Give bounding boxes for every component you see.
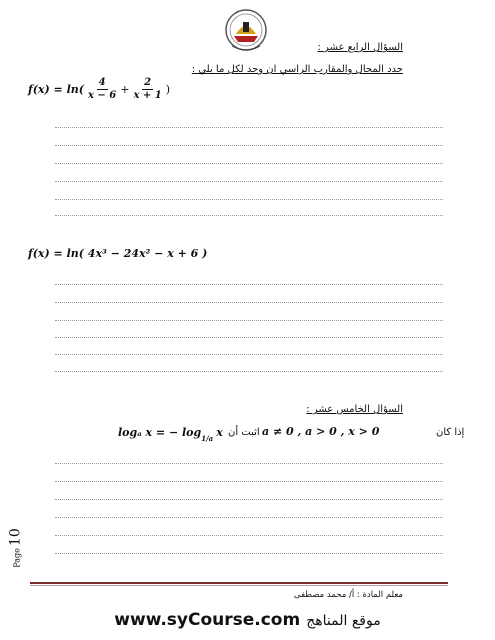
answer-line bbox=[55, 553, 443, 554]
if-label: إذا كان bbox=[436, 427, 465, 438]
question-15-title: السؤال الخامس عشر : bbox=[306, 404, 403, 415]
function-1-prefix: f(x) = ln( bbox=[28, 83, 84, 96]
teacher-name: معلم المادة : أ/ محمد مصطفى bbox=[293, 590, 403, 600]
log-base: 1/a bbox=[201, 434, 214, 443]
footer bbox=[0, 610, 495, 630]
answer-line bbox=[55, 127, 443, 128]
site-url[interactable]: www.syCourse.com bbox=[114, 610, 301, 630]
page-word: Page bbox=[12, 548, 22, 568]
prove-label: اثبت أن bbox=[228, 427, 260, 438]
answer-line bbox=[55, 499, 443, 500]
question-14-instruction: حدد المجال والمقارب الراسي ان وجد لكل ما يلي : bbox=[191, 64, 403, 75]
page-digit: 10 bbox=[7, 528, 24, 547]
plus-sign: + bbox=[120, 83, 130, 96]
answer-line bbox=[55, 371, 443, 372]
site-name: موقع المناهج bbox=[306, 613, 381, 629]
answer-line bbox=[55, 463, 443, 464]
answer-line bbox=[55, 199, 443, 200]
fraction-1 bbox=[86, 77, 118, 102]
fraction-1-denominator: x − 6 bbox=[87, 90, 117, 101]
fraction-1-numerator: 4 bbox=[98, 77, 106, 88]
log-identity-right: x bbox=[216, 426, 223, 439]
answer-line bbox=[55, 320, 443, 321]
answer-line bbox=[55, 517, 443, 518]
conditions: a ≠ 0 , a > 0 , x > 0 bbox=[262, 425, 380, 438]
school-logo bbox=[222, 8, 270, 58]
footer-rule bbox=[30, 582, 448, 584]
answer-line bbox=[55, 181, 443, 182]
answer-line bbox=[55, 145, 443, 146]
answer-line bbox=[55, 535, 443, 536]
log-identity bbox=[118, 426, 223, 443]
answer-line bbox=[55, 481, 443, 482]
question-14-title: السؤال الرابع عشر : bbox=[317, 42, 403, 53]
answer-line bbox=[55, 163, 443, 164]
log-identity-left: logₐ x = − log bbox=[118, 426, 202, 439]
function-1 bbox=[28, 77, 170, 102]
page-number bbox=[8, 528, 24, 567]
function-1-suffix: ) bbox=[165, 83, 171, 96]
answer-line bbox=[55, 354, 443, 355]
fraction-2 bbox=[131, 77, 163, 102]
fraction-2-numerator: 2 bbox=[144, 77, 152, 88]
footer-rule-thin bbox=[30, 585, 448, 586]
answer-line bbox=[55, 284, 443, 285]
answer-line bbox=[55, 215, 443, 216]
answer-line bbox=[55, 302, 443, 303]
fraction-2-denominator: x + 1 bbox=[133, 90, 162, 101]
answer-line bbox=[55, 337, 443, 338]
function-2: f(x) = ln( 4x³ − 24x² − x + 6 ) bbox=[28, 247, 208, 260]
